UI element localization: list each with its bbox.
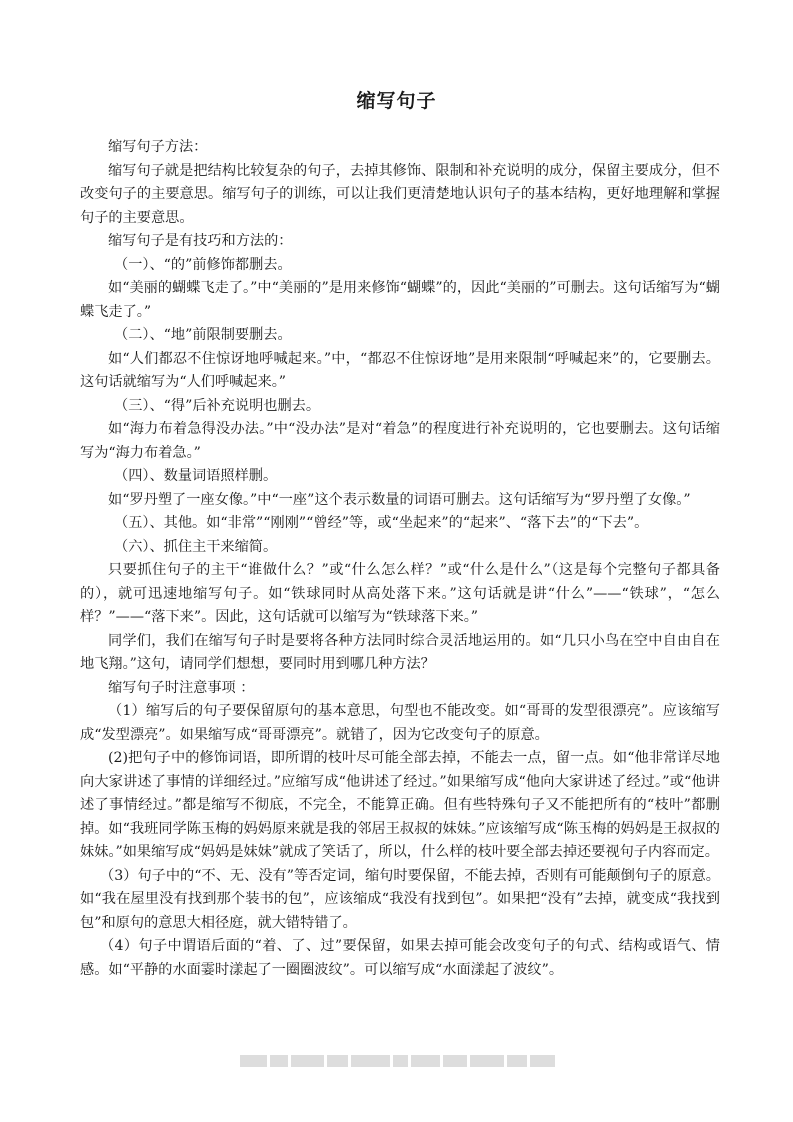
page-title: 缩写句子	[356, 90, 437, 112]
paragraph-definition: 缩写句子就是把结构比较复杂的句子，去掉其修饰、限制和补充说明的成分，保留主要成分，但不改变句子的主要意思。缩写句子的训练，可以让我们更清楚地认识句子的基本结构，更好地理解和掌握句子的主要意思。	[80, 162, 720, 226]
paragraph-rule-1: （一）、“的”前修饰都删去。	[114, 256, 292, 273]
paragraph-example-4: 如“罗丹塑了一座女像。”中“一座”这个表示数量的词语可删去。这句话缩写为“罗丹塑了女像。”	[108, 491, 691, 508]
paragraph-notes-heading: 缩写句子时注意事项 ：	[108, 679, 255, 696]
paragraph-note-1: （1）缩写后的句子要保留原句的基本意思，句型也不能改变。如“哥哥的发型很漂亮”。应该缩写成“发型漂亮”。如果缩写成“哥哥漂亮”。就错了，因为它改变句子的原意。	[80, 703, 720, 743]
paragraph-note-4: （4）句子中谓语后面的“着、了、过”要保留，如果去掉可能会改变句子的句式、结构或语气、情感。如“平静的水面霎时漾起了一圈圈波纹”。可以缩写成“水面漾起了波纹”。	[80, 938, 720, 978]
paragraph-combined-methods: 同学们，我们在缩写句子时是要将各种方法同时综合灵活地运用的。如“几只小鸟在空中自由自在地飞翔。”这句，请同学们想想，要同时用到哪几种方法？	[80, 632, 720, 672]
paragraph-rule-5: （五）、其他。如“非常”“刚刚”“曾经”等，或“坐起来”的“起来”、“落下去”的“下去”。	[114, 515, 649, 531]
paragraph-trunk-method: 只要抓住句子的主干“谁做什么？”或“什么怎么样？”或“什么是什么”（这是每个完整句子都具备的），就可迅速地缩写句子。如“铁球同时从高处落下来。”这句话就是讲“什么”——“铁球”，“怎么样？”——“落下来”。因此，这句话就可以缩写为“铁球落下来。”	[80, 562, 720, 625]
paragraph-rule-4: （四）、数量词语照样删。	[114, 468, 278, 484]
paragraph-example-1: 如“美丽的蝴蝶飞走了。”中“美丽的”是用来修饰“蝴蝶”的，因此“美丽的”可删去。这句话缩写为“蝴蝶飞走了。”	[80, 280, 720, 320]
paragraph-note-2: (2)把句子中的修饰词语，即所谓的枝叶尽可能全部去掉，不能去一点，留一点。如“他非常详尽地向大家讲述了事情的详细经过。”应缩写成“他讲述了经过。”如果缩写成“他向大家讲述了经过。”或“他讲述了事情经过。”都是缩写不彻底，不完全，不能算正确。但有些特殊句子又不能把所有的“枝叶”都删掉。如“我班同学陈玉梅的妈妈原来就是我的邻居王叔叔的妹妹。”应该缩写成“陈玉梅的妈妈是王叔叔的妹妹。”如果缩写成“妈妈是妹妹”就成了笑话了，所以，什么样的枝叶要全部去掉还要视句子内容而定。	[80, 750, 720, 860]
blurred-footer-watermark	[240, 1054, 555, 1068]
paragraph-example-2: 如“人们都忍不住惊讶地呼喊起来。”中，“都忍不住惊讶地”是用来限制“呼喊起来”的，它要删去。这句话就缩写为“人们呼喊起来。”	[80, 350, 720, 390]
paragraph-techniques-intro: 缩写句子是有技巧和方法的：	[108, 233, 293, 249]
paragraph-rule-3: （三）、“得”后补充说明也删去。	[114, 397, 321, 414]
paragraph-rule-2: （二）、“地”前限制要删去。	[114, 327, 292, 343]
paragraph-rule-6: （六）、抓住主干来缩简。	[114, 538, 278, 555]
paragraph-method-heading: 缩写句子方法：	[108, 139, 208, 155]
document-body	[80, 136, 720, 982]
paragraph-example-3: 如“海力布着急得没办法。”中“没办法”是对“着急”的程度进行补充说明的，它也要删去。这句话缩写为“海力布着急。”	[80, 421, 720, 461]
paragraph-note-3: （3）句子中的“不、无、没有”等否定词，缩句时要保留，不能去掉，否则有可能颠倒句子的原意。如“我在屋里没有找到那个装书的包”，应该缩成“我没有找到包”。如果把“没有”去掉，就变成“我找到包”和原句的意思大相径庭，就大错特错了。	[80, 867, 720, 931]
